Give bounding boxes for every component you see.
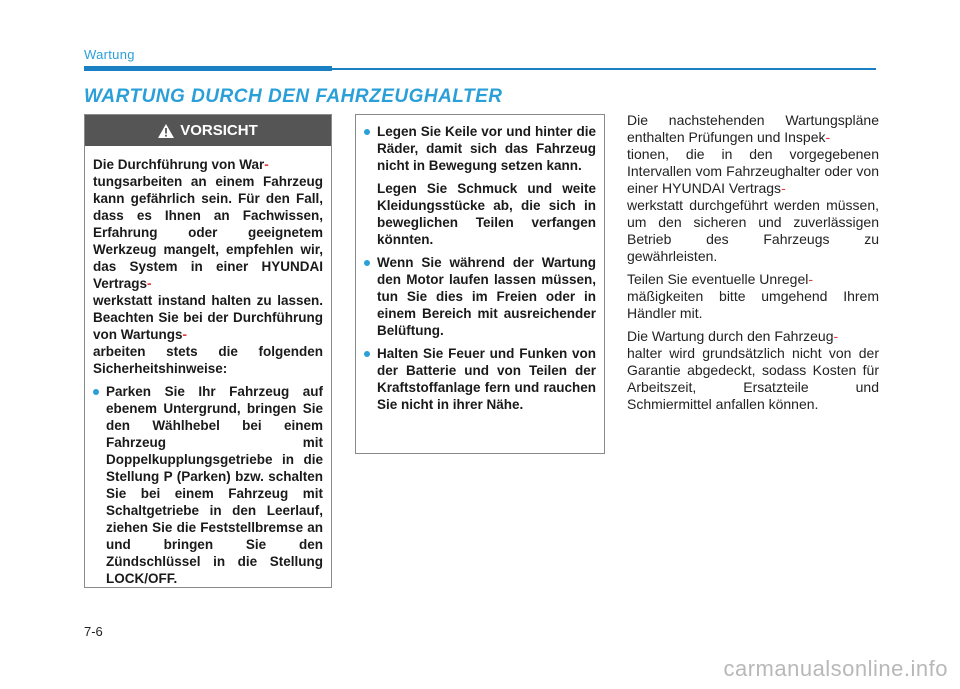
text-part: werkstatt durchgeführt werden müssen, um den sicheren und zuverlässigen Betrieb des Fahrzeugs zu gewährleisten.: [627, 197, 879, 264]
paragraph-irregularities: [627, 271, 879, 322]
bullet-icon: [93, 389, 99, 395]
caution-label: VORSICHT: [180, 122, 258, 139]
text-part: tionen, die in den vorgegebenen Intervallen vom Fahrzeughalter oder von einer HYUNDAI Vertrags: [627, 146, 879, 196]
caution-intro-part: werkstatt instand halten zu lassen. Beachten Sie bei der Durchführung von Wartungs: [93, 293, 323, 342]
watermark: carmanualsonline.info: [723, 656, 948, 681]
caution-intro-part: arbeiten stets die folgenden Sicherheitshinweise:: [93, 344, 323, 376]
top-rule-thin: [332, 68, 876, 70]
list-item: [364, 254, 596, 339]
caution-bullet-list: [93, 383, 323, 587]
text-part: Die nachstehenden Wartungspläne enthalten Prüfungen und Inspek: [627, 112, 879, 145]
bullet-icon: [364, 260, 370, 266]
paragraph-warranty: [627, 328, 879, 413]
hyphen-mark: -: [833, 328, 839, 344]
caution-box: [84, 114, 332, 588]
section-label: Wartung: [84, 47, 135, 62]
list-item: [364, 123, 596, 174]
bullet-text: Halten Sie Feuer und Funken von der Batterie und von Teilen der Kraftstoffanlage fern und rauchen Sie nicht in ihrer Nähe.: [377, 346, 596, 412]
caution-intro-part: tungsarbeiten an einem Fahrzeug kann gefährlich sein. Für den Fall, dass es Ihnen an Fachwissen, Erfahrung oder geeignetem Werkzeug mangelt, empfehlen wir, das System in einer HYUNDAI Vertrags: [93, 174, 323, 291]
bullet-text: Parken Sie Ihr Fahrzeug auf ebenem Untergrund, bringen Sie den Wählhebel bei einem Fahrzeug mit Doppelkupplungsgetriebe in die Stellung P (Parken) bzw. schalten Sie bei einem Fahrzeug mit Schaltgetriebe in den Leerlauf, ziehen Sie die Feststellbremse an und bringen Sie den Zündschlüssel in die Stellung LOCK/OFF.: [106, 384, 323, 586]
caution-body: [85, 146, 331, 587]
hyphen-mark: -: [147, 276, 152, 291]
bullet-continuation: Legen Sie Schmuck und weite Kleidungsstücke ab, die sich in beweglichen Teilen verfangen könnten.: [377, 181, 596, 247]
text-part: Teilen Sie eventuelle Unregel: [627, 271, 809, 287]
text-part: mäßigkeiten bitte umgehend Ihrem Händler mit.: [627, 288, 879, 321]
body-text-column: [627, 112, 879, 419]
hyphen-mark: -: [808, 271, 814, 287]
text-part: Die Wartung durch den Fahrzeug: [627, 328, 834, 344]
hyphen-mark: -: [264, 157, 269, 172]
page-number: 7-6: [84, 624, 103, 639]
caution-intro-part: Die Durchführung von War: [93, 157, 265, 172]
bullet-text: Legen Sie Keile vor und hinter die Räder, damit sich das Fahrzeug nicht in Bewegung setzen kann.: [377, 124, 596, 173]
paragraph-schedule: [627, 112, 879, 265]
page-title: WARTUNG DURCH DEN FAHRZEUGHALTER: [84, 86, 503, 107]
continued-bullet-list: [364, 123, 596, 174]
warning-triangle-icon: [158, 124, 174, 138]
bullet-icon: [364, 351, 370, 357]
hyphen-mark: -: [182, 327, 187, 342]
list-item: [364, 345, 596, 413]
bullet-text: Wenn Sie während der Wartung den Motor laufen lassen müssen, tun Sie dies im Freien oder in einem Bereich mit ausreichender Belüftung.: [377, 255, 596, 338]
bullet-icon: [364, 129, 370, 135]
caution-header: [85, 115, 331, 146]
hyphen-mark: -: [781, 180, 786, 196]
caution-continued-box: [355, 114, 605, 454]
hyphen-mark: -: [825, 129, 831, 145]
text-part: halter wird grundsätzlich nicht von der Garantie abgedeckt, sodass Kosten für Arbeitszeit, Ersatzteile und Schmiermittel anfallen können.: [627, 345, 879, 412]
caution-intro: [93, 156, 323, 377]
continued-bullet-list-2: [364, 254, 596, 413]
top-rule-thick: [84, 66, 332, 71]
list-item: [93, 383, 323, 587]
